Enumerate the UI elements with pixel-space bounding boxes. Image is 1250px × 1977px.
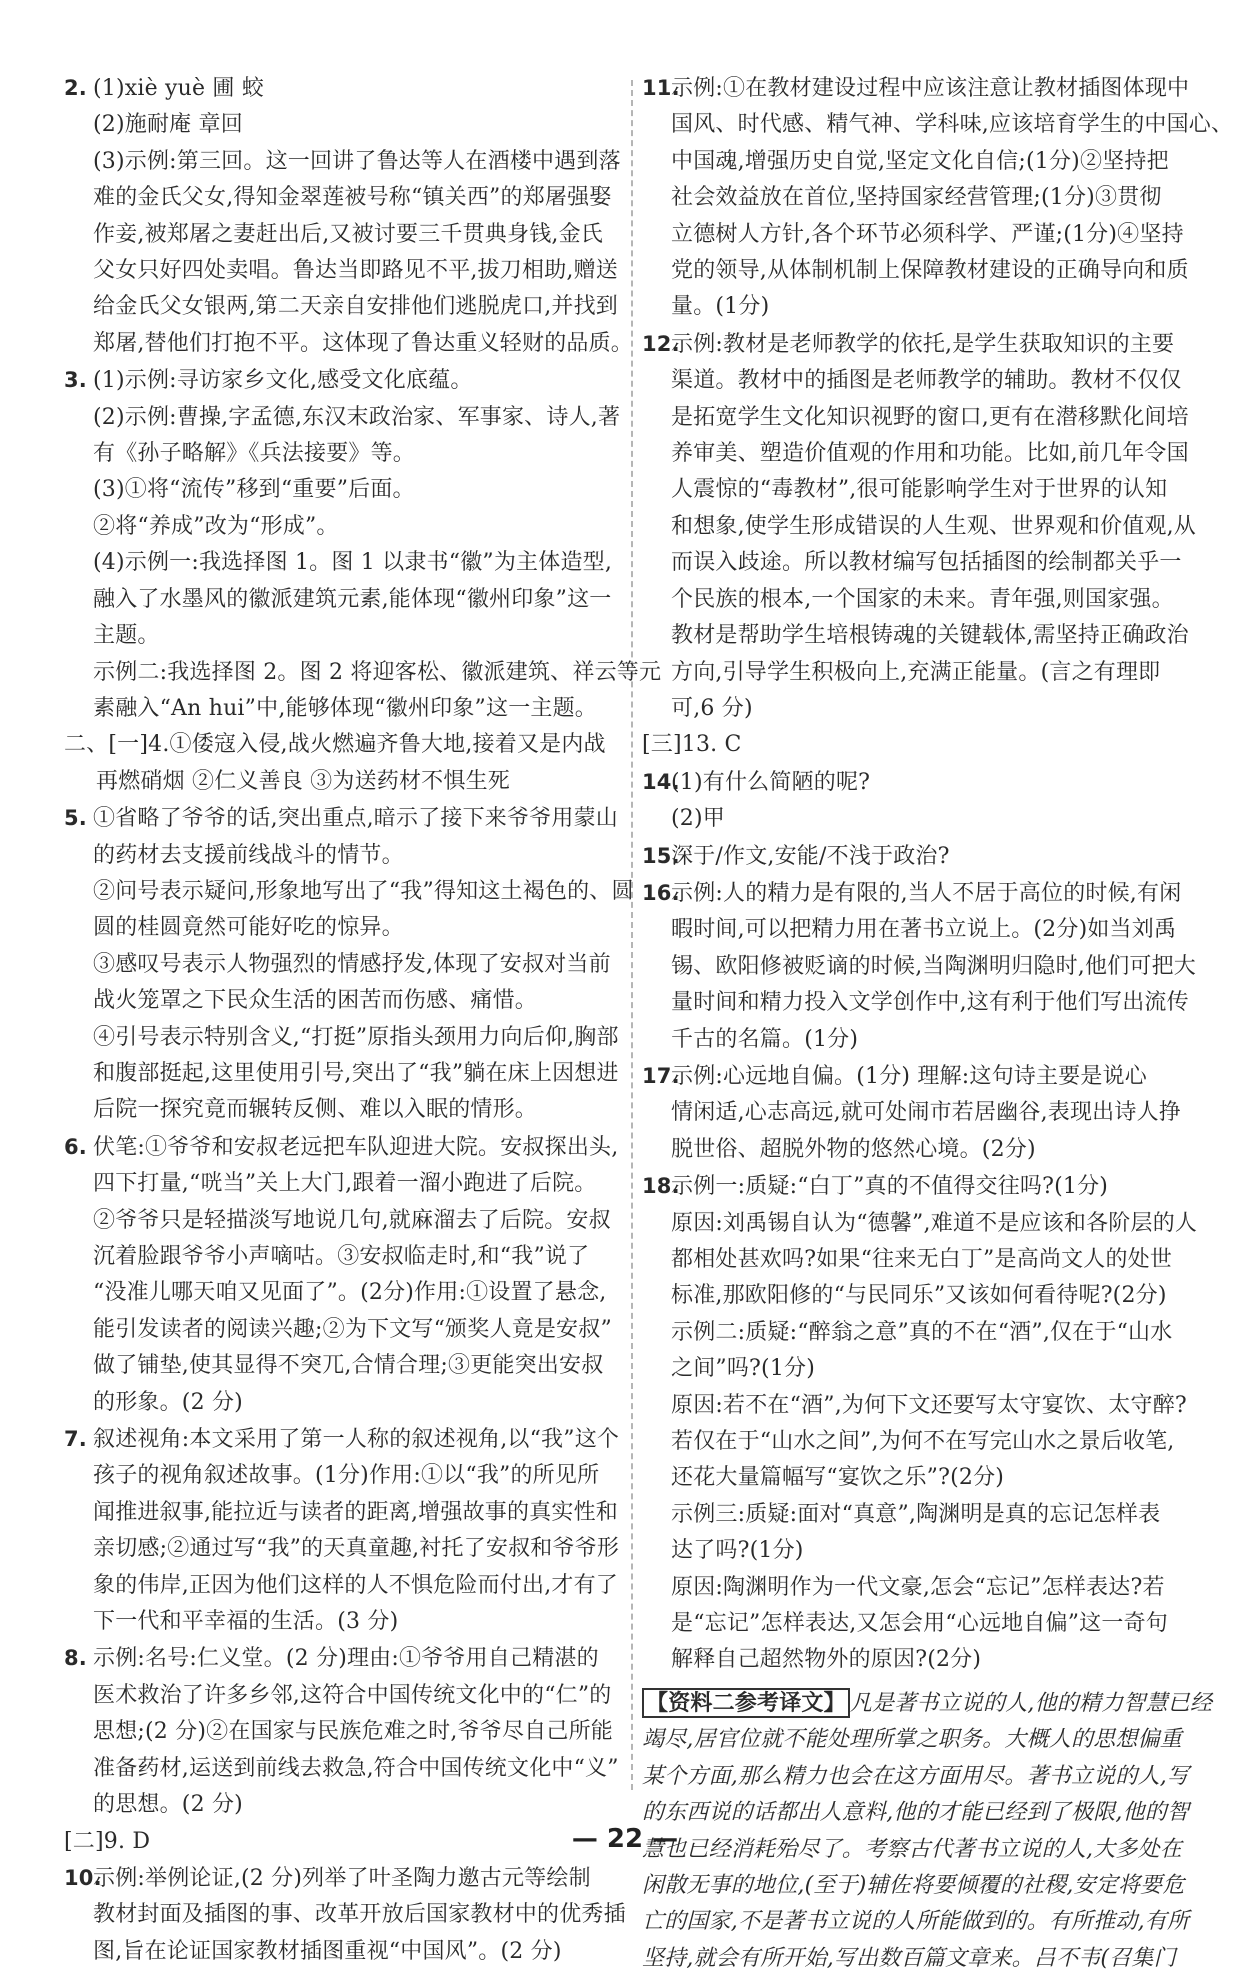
answer-text: 原因:刘禹锡自认为“德馨”,难道不是应该和各阶层的人 (671, 1210, 1198, 1236)
answer-line (64, 326, 633, 362)
answer-line (642, 217, 1182, 253)
answer-text: 若仅在于“山水之间”,为何不在写完山水之景后收笔, (671, 1429, 1175, 1455)
answer-line (642, 1278, 1182, 1314)
answer-text: 千古的名篇。(1分) (671, 1026, 859, 1052)
answer-text: 示例:名号:仁义堂。(2 分)理由:①爷爷用自己精湛的 (93, 1646, 599, 1672)
answer-line (642, 727, 1182, 763)
answer-text: 父女只好四处卖唱。鲁达当即路见不平,拔刀相助,赠送 (93, 258, 618, 284)
answer-line (642, 1168, 1182, 1205)
answer-text: 量。(1分) (671, 294, 770, 320)
answer-text: 示例:①在教材建设过程中应该注意让教材插图体现中 (671, 76, 1190, 101)
answer-text: 的药材去支援前线战斗的情节。 (93, 842, 404, 868)
answer-text: (1)有什么简陋的呢? (671, 769, 871, 795)
answer-line (642, 1058, 1182, 1095)
question-number: 15. (642, 843, 680, 868)
answer-line (64, 947, 624, 983)
answer-text: 达了吗?(1分) (671, 1538, 804, 1564)
answer-line (64, 253, 624, 289)
answer-text: 作妾,被郑屠之妻赶出后,又被讨要三千贯典身钱,金氏 (93, 221, 603, 247)
answer-line (64, 1275, 624, 1311)
answer-text: 解释自己超然物外的原因?(2分) (671, 1647, 982, 1673)
answer-line (64, 289, 624, 325)
answer-line (642, 1242, 1182, 1278)
answer-line (64, 582, 624, 618)
answer-line (64, 983, 624, 1019)
translation-line: 某个方面,那么精力也会在这方面用尽。著书立说的人,写 (642, 1763, 1190, 1789)
answer-text: ②将“养成”改为“形成”。 (93, 513, 339, 539)
answer-text: 党的领导,从体制机制上保障教材建设的正确导向和质 (671, 258, 1189, 284)
right-column (642, 70, 1234, 1977)
answer-line (642, 363, 1182, 399)
answer-line (642, 875, 1182, 912)
answer-line (642, 1642, 1182, 1678)
answer-line (642, 912, 1182, 948)
answer-line (64, 1751, 624, 1787)
answer-text: 立德树人方针,各个环节必须科学、严谨;(1分)④坚持 (671, 221, 1184, 247)
answer-text: 是拓宽学生文化知识视野的窗口,更有在潜移默化间培 (671, 404, 1189, 430)
answer-line (642, 764, 1182, 801)
answer-line (642, 326, 1182, 363)
answer-text: 方向,引导学生积极向上,充满正能量。(言之有理即 (671, 659, 1161, 685)
answer-text: 脱世俗、超脱外物的悠然心境。(2分) (671, 1136, 1036, 1162)
answer-line (64, 1458, 624, 1494)
answer-line (64, 655, 662, 691)
answer-line (64, 472, 624, 508)
answer-line (64, 1203, 624, 1239)
question-number: 16. (642, 880, 680, 905)
answer-line (642, 400, 1189, 436)
answer-text: 暇时间,可以把精力用在著书立说上。(2分)如当刘禹 (671, 917, 1177, 943)
answer-line (642, 949, 1196, 985)
question-number: 11. (642, 76, 680, 100)
answer-text: 圆的桂圆竟然可能好吃的惊异。 (93, 915, 404, 941)
answer-line (642, 1570, 1182, 1606)
answer-text: 能引发读者的阅读兴趣;②为下文写“颁奖人竟是安叔” (93, 1316, 612, 1342)
answer-text: 锡、欧阳修被贬谪的时候,当陶渊明归隐时,他们可把大 (671, 953, 1196, 979)
answer-line (64, 1020, 624, 1056)
answer-line (642, 985, 1189, 1021)
answer-line (642, 144, 1182, 180)
answer-text: 四下打量,“咣当”关上大门,跟着一溜小跑进了后院。 (93, 1171, 597, 1197)
answer-line (642, 509, 1196, 545)
answer-line (64, 1787, 624, 1823)
answer-line (64, 1166, 624, 1202)
answer-text: (2)甲 (671, 806, 725, 832)
answer-line (642, 1022, 1182, 1058)
answer-line (642, 1132, 1182, 1168)
answer-line (64, 1860, 624, 1897)
answer-line (642, 1095, 1182, 1131)
answer-text: 伏笔:①爷爷和安叔老远把车队迎进大院。安叔探出头, (93, 1134, 619, 1160)
answer-text: 给金氏父女银两,第二天亲自安排他们逃脱虎口,并找到 (93, 294, 618, 320)
answer-text: 教材是帮助学生培根铸魂的关键载体,需坚持正确政治 (671, 623, 1189, 649)
answer-text: 郑屠,替他们打抱不平。这体现了鲁达重义轻财的品质。 (93, 330, 633, 356)
answer-text: ④引号表示特别含义,“打挺”原指头颈用力向后仰,胸部 (93, 1024, 619, 1050)
answer-line (642, 1497, 1182, 1533)
answer-text: 个民族的根本,一个国家的未来。青年强,则国家强。 (671, 586, 1174, 612)
question-number: 12. (642, 331, 680, 356)
answer-line (642, 180, 1182, 216)
answer-text: 主题。 (93, 623, 160, 649)
answer-text: 叙述视角:本文采用了第一人称的叙述视角,以“我”这个 (93, 1427, 620, 1453)
answer-line (64, 1129, 624, 1166)
answer-text: 养审美、塑造价值观的作用和功能。比如,前几年令国 (671, 441, 1189, 467)
answer-line (642, 1606, 1182, 1642)
question-number: 18. (642, 1174, 680, 1199)
answer-text: 战火笼罩之下民众生活的困苦而伤感、痛惜。 (93, 988, 538, 1014)
answer-text: 沉着脸跟爷爷小声嘀咕。③安叔临走时,和“我”说了 (93, 1244, 590, 1269)
answer-line (64, 1604, 624, 1640)
answer-text: 社会效益放在首位,坚持国家经营管理;(1分)③贯彻 (671, 185, 1162, 211)
answer-text: 准备药材,运送到前线去救急,符合中国传统文化中“义” (93, 1755, 619, 1781)
answer-text: 素融入“An hui”中,能够体现“徽州印象”这一主题。 (93, 695, 598, 721)
answer-line (642, 582, 1182, 618)
answer-text: 下一代和平幸福的生活。(3 分) (93, 1609, 399, 1635)
answer-line (64, 1239, 624, 1275)
answer-text: 渠道。教材中的插图是老师教学的辅助。教材不仅仅 (671, 368, 1182, 394)
answer-text: ①省略了爷爷的话,突出重点,暗示了接下来爷爷用蒙山 (93, 806, 618, 832)
answer-text: 思想;(2 分)②在国家与民族危难之时,爷爷尽自己所能 (93, 1719, 613, 1745)
answer-text: 教材封面及插图的事、改革开放后国家教材中的优秀插 (93, 1902, 626, 1928)
answer-line (64, 874, 634, 910)
answer-line (64, 1385, 624, 1421)
answer-line (642, 70, 1190, 107)
answer-line (64, 1714, 624, 1750)
answer-text: 示例:教材是老师教学的依托,是学生获取知识的主要 (671, 331, 1175, 357)
translation-label: 【资料二参考译文】 (642, 1688, 850, 1718)
answer-line (642, 1206, 1198, 1242)
answer-text: ②问号表示疑问,形象地写出了“我”得知这土褐色的、圆 (93, 878, 634, 904)
answer-line (642, 618, 1189, 654)
answer-text: 示例:举例论证,(2 分)列举了叶圣陶力邀古元等绘制 (93, 1865, 591, 1891)
answer-line (64, 764, 624, 800)
translation-line: 闲散无事的地位,(至于)辅佐将要倾覆的社稷,安定将要危 (642, 1872, 1185, 1898)
answer-text: 的形象。(2 分) (93, 1389, 243, 1415)
answer-line (64, 1495, 624, 1531)
answer-line (64, 107, 624, 143)
answer-line (64, 70, 624, 107)
translation-line: 亡的国家,不是著书立说的人所能做到的。有所推动,有所 (642, 1909, 1190, 1935)
answer-text: 示例一:质疑:“白丁”真的不值得交往吗?(1分) (671, 1174, 1109, 1200)
answer-text: 的思想。(2 分) (93, 1792, 243, 1818)
answer-line (64, 509, 624, 545)
answer-line (642, 691, 1182, 727)
answer-text: 是“忘记”怎样表达,又怎会用“心远地自偏”这一奇句 (671, 1611, 1168, 1637)
answer-text: 融入了水墨风的徽派建筑元素,能体现“徽州印象”这一 (93, 586, 612, 612)
answer-line (642, 545, 1182, 581)
answer-text: (1)xiè yuè 圃 蛟 (93, 76, 265, 101)
answer-line (64, 545, 624, 581)
question-number: 5. (64, 806, 87, 831)
answer-line (64, 1056, 624, 1092)
answer-line (642, 1315, 1182, 1351)
answer-line (64, 1678, 624, 1714)
answer-text: 可,6 分) (671, 695, 753, 721)
answer-text: 示例三:质疑:面对“真意”,陶渊明是真的忘记怎样表 (671, 1501, 1161, 1527)
answer-text: 国风、时代感、精气神、学科味,应该培育学生的中国心、 (671, 112, 1234, 138)
answer-line (642, 107, 1234, 143)
answer-text: [三]13. C (642, 732, 742, 758)
answer-line (64, 144, 624, 180)
answer-text: 做了铺垫,使其显得不突兀,合情合理;③更能突出安叔 (93, 1353, 604, 1379)
answer-text: ③感叹号表示人物强烈的情感抒发,体现了安叔对当前 (93, 951, 611, 977)
answer-text: 示例二:我选择图 2。图 2 将迎客松、徽派建筑、祥云等元 (93, 659, 662, 685)
answer-text: (2)施耐庵 章回 (93, 112, 243, 138)
answer-line (642, 1424, 1182, 1460)
translation-line: 的东西说的话都出人意料,他的才能已经到了极限,他的智 (642, 1800, 1190, 1826)
answer-text: 深于/作文,安能/不浅于政治? (671, 843, 950, 869)
answer-text: 还花大量篇幅写“宴饮之乐”?(2分) (671, 1465, 1005, 1491)
answer-line (642, 436, 1189, 472)
question-number: 8. (64, 1646, 87, 1671)
answer-line (642, 838, 1182, 875)
question-number: 17. (642, 1063, 680, 1088)
answer-line (64, 691, 624, 727)
answer-line (64, 1897, 624, 1933)
answer-text: 示例:人的精力是有限的,当人不居于高位的时候,有闲 (671, 880, 1182, 906)
answer-line (64, 436, 624, 472)
answer-line (64, 1640, 624, 1677)
answer-line (64, 1312, 624, 1348)
answer-text: (2)示例:曹操,字孟德,东汉末政治家、军事家、诗人,著 (93, 404, 621, 430)
answer-line (64, 180, 624, 216)
answer-text: 量时间和精力投入文学创作中,这有利于他们写出流传 (671, 990, 1189, 1016)
translation-line: 慧也已经消耗殆尽了。考察古代著书立说的人,大多处在 (642, 1836, 1182, 1862)
answer-text: 孩子的视角叙述故事。(1分)作用:①以“我”的所见所 (93, 1463, 600, 1489)
translation-line: 竭尽,居官位就不能处理所掌之职务。大概人的思想偏重 (642, 1727, 1182, 1753)
answer-text: 亲切感;②通过写“我”的天真童趣,衬托了安叔和爷爷形 (93, 1536, 620, 1562)
answer-text: 情闲适,心志高远,就可处闹市若居幽谷,表现出诗人挣 (671, 1100, 1181, 1126)
question-number: 3. (64, 368, 87, 393)
answer-text: 原因:陶渊明作为一代文豪,怎会“忘记”怎样表达?若 (671, 1574, 1165, 1600)
answer-line (64, 1348, 624, 1384)
answer-text: 后院一探究竟而辗转反侧、难以入眠的情形。 (93, 1097, 538, 1123)
answer-text: (4)示例一:我选择图 1。图 1 以隶书“徽”为主体造型, (93, 550, 613, 576)
answer-line (64, 1934, 624, 1970)
answer-line (642, 1388, 1187, 1424)
answer-text: 人震惊的“毒教材”,很可能影响学生对于世界的认知 (671, 477, 1168, 503)
question-number: 7. (64, 1427, 87, 1452)
page-number: — 22 — (571, 1824, 679, 1854)
answer-text: 有《孙子略解》《兵法接要》等。 (93, 441, 416, 467)
answer-line (64, 838, 624, 874)
answer-text: 再燃硝烟 ②仁义善良 ③为送药材不惧生死 (96, 768, 510, 794)
answer-line (64, 1421, 624, 1458)
answer-line (64, 1092, 624, 1128)
answer-line (64, 910, 624, 946)
answer-text: 原因:若不在“酒”,为何下文还要写太守宴饮、太守醉? (671, 1392, 1187, 1418)
question-number: 14. (642, 769, 680, 794)
answer-text: 示例:心远地自偏。(1分) 理解:这句诗主要是说心 (671, 1063, 1147, 1089)
answer-line (64, 217, 624, 253)
answer-text: 标准,那欧阳修的“与民同乐”又该如何看待呢?(2分) (671, 1283, 1167, 1309)
question-number: 2. (64, 76, 87, 100)
answer-line (64, 1531, 624, 1567)
answer-text: [二]9. D (64, 1828, 151, 1854)
answer-text: (3)①将“流传”移到“重要”后面。 (93, 477, 415, 503)
answer-line (642, 289, 1182, 325)
answer-text: 中国魂,增强历史自觉,坚定文化自信;(1分)②坚持把 (671, 148, 1169, 174)
answer-line (64, 727, 624, 763)
answer-line (64, 400, 624, 436)
answer-text: 和想象,使学生形成错误的人生观、世界观和价值观,从 (671, 513, 1196, 539)
answer-text: 二、[一]4.①倭寇入侵,战火燃遍齐鲁大地,接着又是内战 (64, 732, 606, 758)
answer-text: 之间”吗?(1分) (671, 1356, 816, 1382)
answer-line (642, 1460, 1182, 1496)
answer-line (64, 362, 624, 399)
translation-heading-line (642, 1685, 1213, 1722)
answer-text: 示例二:质疑:“醉翁之意”真的不在“酒”,仅在于“山水 (671, 1319, 1173, 1345)
answer-text: 图,旨在论证国家教材插图重视“中国风”。(2 分) (93, 1938, 562, 1964)
answer-line (642, 1351, 1182, 1387)
answer-line (64, 618, 624, 654)
answer-text: 闻推进叙事,能拉近与读者的距离,增强故事的真实性和 (93, 1499, 618, 1525)
translation-text: 凡是著书立说的人,他的精力智慧已经 (849, 1690, 1213, 1716)
answer-line (642, 655, 1182, 691)
answer-line (642, 253, 1189, 289)
answer-line (64, 800, 624, 837)
answer-line (642, 1533, 1182, 1569)
translation-line: 坚持,就会有所开始,写出数百篇文章来。吕不韦(召集门 (642, 1945, 1176, 1971)
question-number: 6. (64, 1134, 87, 1159)
answer-text: 难的金氏父女,得知金翠莲被号称“镇关西”的郑屠强娶 (93, 185, 612, 211)
answer-text: ②爷爷只是轻描淡写地说几句,就麻溜去了后院。安叔 (93, 1207, 611, 1233)
answer-line (642, 472, 1182, 508)
answer-line (64, 1568, 624, 1604)
answer-text: (1)示例:寻访家乡文化,感受文化底蕴。 (93, 368, 473, 394)
answer-text: 和腹部挺起,这里使用引号,突出了“我”躺在床上因想进 (93, 1060, 619, 1086)
answer-text: (3)示例:第三回。这一回讲了鲁达等人在酒楼中遇到落 (93, 148, 621, 174)
answer-text: 医术救治了许多乡邻,这符合中国传统文化中的“仁”的 (93, 1682, 612, 1708)
answer-text: 象的伟岸,正因为他们这样的人不惧危险而付出,才有了 (93, 1572, 618, 1598)
answer-line (642, 801, 1182, 837)
answer-text: 而误入歧途。所以教材编写包括插图的绘制都关乎一 (671, 550, 1182, 576)
answer-text: 都相处甚欢吗?如果“往来无白丁”是高尚文人的处世 (671, 1247, 1173, 1272)
answer-text: “没准儿哪天咱又见面了”。(2分)作用:①设置了悬念, (93, 1280, 607, 1306)
question-number: 10. (64, 1865, 102, 1890)
